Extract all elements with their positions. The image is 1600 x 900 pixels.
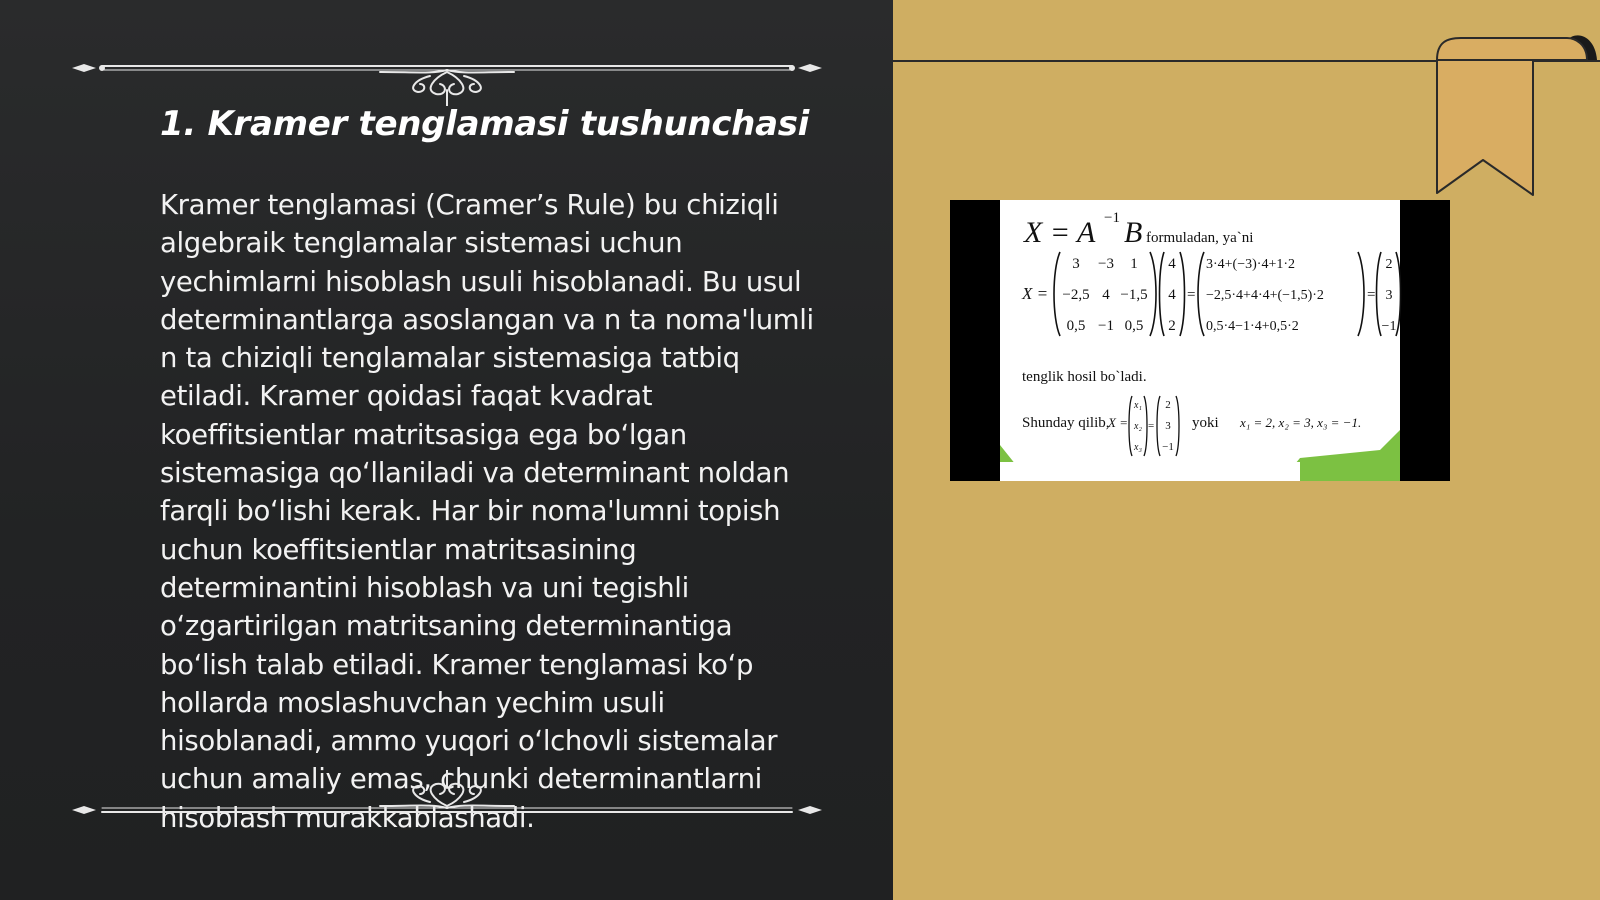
svg-text:0,5·4−1·4+0,5·2: 0,5·4−1·4+0,5·2 xyxy=(1206,319,1299,334)
svg-text:x₁: x₁ xyxy=(1134,400,1142,411)
svg-text:2: 2 xyxy=(1168,318,1176,334)
svg-text:0,5: 0,5 xyxy=(1066,318,1086,334)
bookmark-ribbon-icon xyxy=(1427,30,1600,205)
svg-text:4: 4 xyxy=(1168,256,1176,272)
slide-body-text: Kramer tenglamasi (Cramer’s Rule) bu chiziqli algebraik tenglamalar sistemasi uchun yechimlarni hisoblash usuli hisoblanadi. Bu usul determinantlarga asoslangan va n ta noma'lumli n ta chiziqli tenglamalar sistemasiga tatbiq etiladi. Kramer qoidasi faqat kvadrat koeffitsientlar matritsasiga ega boʻlgan sistemasiga qoʻllaniladi va determinant noldan farqli boʻlishi kerak. Har bir noma'lumni topish uchun koeffitsientlar matritsasining determinantini hisoblash va uni tegishli oʻzgartirilgan matritsaning determinantiga boʻlish talab etiladi. Kramer tenglamasi koʻp hollarda moslashuvchan yechim usuli hisoblanadi, ammo yuqori oʻlchovli sistemalar uchun amaliy emas, chunki determinantlarni hisoblash murakkablashadi. xyxy=(160,189,814,834)
svg-text:Shunday qilib,: Shunday qilib, xyxy=(1022,415,1110,431)
svg-text:−1: −1 xyxy=(1162,441,1174,453)
svg-text:X =: X = xyxy=(1108,415,1128,430)
svg-text:4: 4 xyxy=(1102,287,1110,303)
svg-text:−1: −1 xyxy=(1381,319,1397,334)
svg-text:X = A: X = A xyxy=(1024,216,1096,249)
ornamental-divider-bottom xyxy=(62,770,832,830)
slide-title: 1. Kramer tenglamasi tushunchasi xyxy=(160,104,810,144)
svg-text:formuladan, ya`ni: formuladan, ya`ni xyxy=(1146,230,1254,246)
svg-text:−1,5: −1,5 xyxy=(1120,287,1148,303)
svg-text:x₂: x₂ xyxy=(1134,421,1142,432)
ornamental-divider-top xyxy=(62,46,832,106)
svg-text:3: 3 xyxy=(1072,256,1080,272)
scroll-ornament-icon xyxy=(380,70,514,106)
svg-text:yoki: yoki xyxy=(1192,415,1219,431)
svg-text:X =: X = xyxy=(1022,284,1049,303)
svg-text:3·4+(−3)·4+1·2: 3·4+(−3)·4+1·2 xyxy=(1206,257,1295,272)
svg-text:=: = xyxy=(1367,287,1376,303)
svg-text:1: 1 xyxy=(1130,256,1138,272)
svg-text:2: 2 xyxy=(1165,399,1171,411)
svg-text:0,5: 0,5 xyxy=(1124,318,1144,334)
svg-text:B: B xyxy=(1124,216,1143,249)
svg-text:=: = xyxy=(1148,420,1155,432)
svg-text:−3: −3 xyxy=(1098,256,1114,272)
svg-text:−2,5: −2,5 xyxy=(1062,287,1090,303)
svg-text:2: 2 xyxy=(1385,257,1393,272)
svg-text:−1: −1 xyxy=(1098,318,1114,334)
svg-text:3: 3 xyxy=(1165,420,1171,432)
svg-text:3: 3 xyxy=(1385,288,1393,303)
svg-text:=: = xyxy=(1187,287,1196,303)
svg-text:x₃: x₃ xyxy=(1134,442,1142,453)
svg-text:tenglik hosil bo`ladi.: tenglik hosil bo`ladi. xyxy=(1022,369,1147,385)
scroll-ornament-icon xyxy=(380,770,514,808)
svg-text:−2,5·4+4·4+(−1,5)·2: −2,5·4+4·4+(−1,5)·2 xyxy=(1206,288,1324,303)
svg-text:4: 4 xyxy=(1168,287,1176,303)
formula-sheet xyxy=(1000,200,1450,481)
svg-text:−1: −1 xyxy=(1104,210,1120,226)
svg-text:x₁ = 2, x₂ = 3, x₃ = −1.: x₁ = 2, x₂ = 3, x₃ = −1. xyxy=(1240,415,1362,430)
formula-image xyxy=(950,200,1450,481)
